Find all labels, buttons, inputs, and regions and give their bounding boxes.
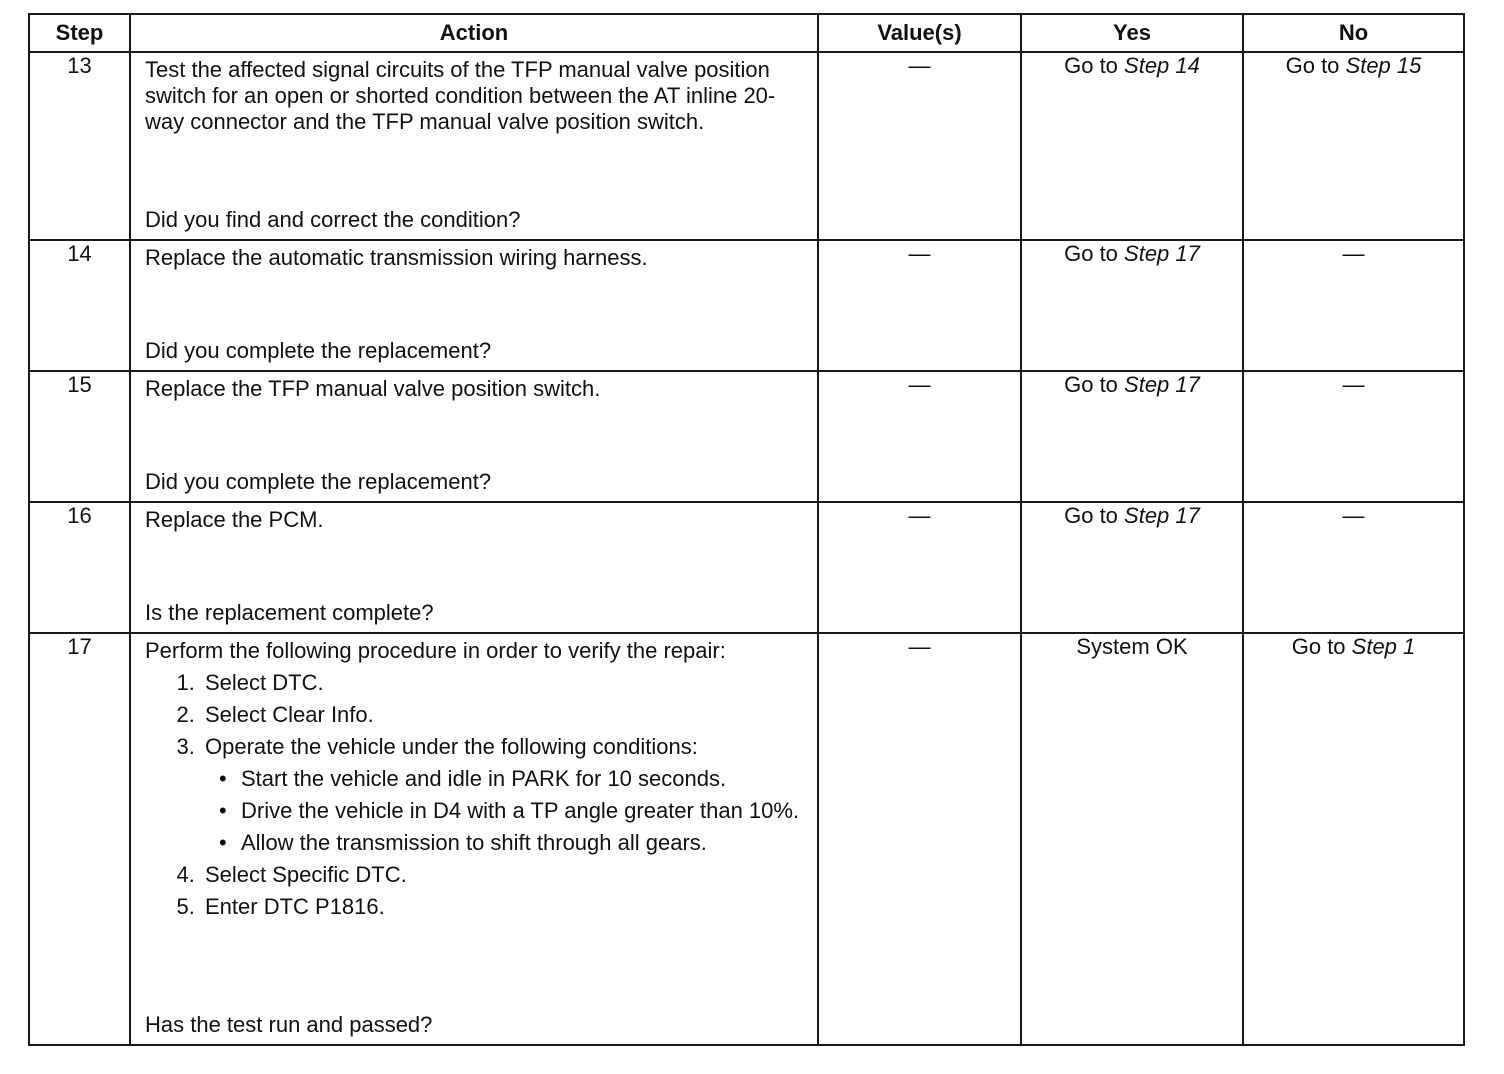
step-link: Step 17 bbox=[1124, 372, 1200, 397]
no-cell: — bbox=[1243, 502, 1464, 633]
yes-goto bbox=[1022, 53, 1242, 81]
no-cell: — bbox=[1243, 240, 1464, 371]
goto-prefix: Go to bbox=[1291, 634, 1352, 659]
step-number: 17 bbox=[29, 633, 130, 1045]
yes-result: System OK bbox=[1076, 634, 1188, 659]
no-cell bbox=[1243, 52, 1464, 240]
header-row bbox=[29, 14, 1464, 52]
step-link: Step 14 bbox=[1124, 53, 1200, 78]
list-item-text: Operate the vehicle under the following conditions: bbox=[205, 733, 698, 759]
list-item: 4. Select Specific DTC. bbox=[201, 862, 803, 888]
action-question: Is the replacement complete? bbox=[145, 600, 434, 626]
action-cell bbox=[130, 633, 818, 1045]
step-link: Step 17 bbox=[1124, 503, 1200, 528]
header-step: Step bbox=[29, 14, 130, 52]
goto-prefix: Go to bbox=[1064, 503, 1125, 528]
action-text: Replace the automatic transmission wiring harness. bbox=[145, 245, 648, 270]
action-cell bbox=[130, 52, 818, 240]
action-cell bbox=[130, 240, 818, 371]
goto-prefix: Go to bbox=[1064, 241, 1125, 266]
step-link: Step 1 bbox=[1351, 634, 1416, 659]
diagnostic-table bbox=[28, 13, 1465, 1046]
yes-cell bbox=[1021, 240, 1243, 371]
list-item: 1. Select DTC. bbox=[201, 670, 803, 696]
table-row bbox=[29, 633, 1464, 1045]
value-cell: — bbox=[818, 502, 1021, 633]
table-row bbox=[29, 371, 1464, 502]
procedure-list bbox=[145, 670, 803, 920]
action-text: Test the affected signal circuits of the TFP manual valve position switch for an open or shorted condition between the AT inline 20-way connector and the TFP manual valve position switch. bbox=[145, 57, 776, 134]
list-item bbox=[201, 734, 803, 856]
action-question: Did you complete the replacement? bbox=[145, 469, 492, 495]
value-cell: — bbox=[818, 240, 1021, 371]
list-item: 2. Select Clear Info. bbox=[201, 702, 803, 728]
goto-prefix: Go to bbox=[1285, 53, 1346, 78]
value-cell: — bbox=[818, 371, 1021, 502]
action-question: Has the test run and passed? bbox=[145, 1012, 433, 1038]
bullet-item: • Allow the transmission to shift through all gears. bbox=[235, 830, 803, 856]
bullet-item: • Start the vehicle and idle in PARK for 10 seconds. bbox=[235, 766, 803, 792]
step-number: 13 bbox=[29, 52, 130, 240]
yes-cell bbox=[1021, 371, 1243, 502]
action-cell bbox=[130, 371, 818, 502]
step-number: 14 bbox=[29, 240, 130, 371]
action-text: Replace the TFP manual valve position switch. bbox=[145, 376, 601, 401]
yes-goto bbox=[1022, 503, 1242, 531]
no-cell bbox=[1243, 633, 1464, 1045]
goto-prefix: Go to bbox=[1064, 53, 1125, 78]
yes-goto bbox=[1022, 372, 1242, 400]
table-row bbox=[29, 240, 1464, 371]
list-item: 5. Enter DTC P1816. bbox=[201, 894, 803, 920]
header-action: Action bbox=[130, 14, 818, 52]
action-cell bbox=[130, 502, 818, 633]
value-cell: — bbox=[818, 633, 1021, 1045]
value-cell: — bbox=[818, 52, 1021, 240]
yes-goto bbox=[1022, 241, 1242, 269]
header-yes: Yes bbox=[1021, 14, 1243, 52]
goto-prefix: Go to bbox=[1064, 372, 1125, 397]
conditions-list bbox=[205, 766, 803, 856]
yes-cell bbox=[1021, 633, 1243, 1045]
no-cell: — bbox=[1243, 371, 1464, 502]
header-values: Value(s) bbox=[818, 14, 1021, 52]
action-text: Replace the PCM. bbox=[145, 507, 324, 532]
step-link: Step 17 bbox=[1124, 241, 1200, 266]
yes-cell bbox=[1021, 502, 1243, 633]
action-text: Perform the following procedure in order to verify the repair: bbox=[145, 638, 726, 663]
step-number: 15 bbox=[29, 371, 130, 502]
bullet-item: • Drive the vehicle in D4 with a TP angle greater than 10%. bbox=[235, 798, 803, 824]
no-goto bbox=[1244, 53, 1463, 81]
header-no: No bbox=[1243, 14, 1464, 52]
no-goto bbox=[1244, 634, 1463, 662]
yes-cell bbox=[1021, 52, 1243, 240]
step-link: Step 15 bbox=[1345, 53, 1422, 78]
action-question: Did you complete the replacement? bbox=[145, 338, 492, 364]
table-row bbox=[29, 502, 1464, 633]
action-question: Did you find and correct the condition? bbox=[145, 207, 521, 233]
table-row bbox=[29, 52, 1464, 240]
step-number: 16 bbox=[29, 502, 130, 633]
